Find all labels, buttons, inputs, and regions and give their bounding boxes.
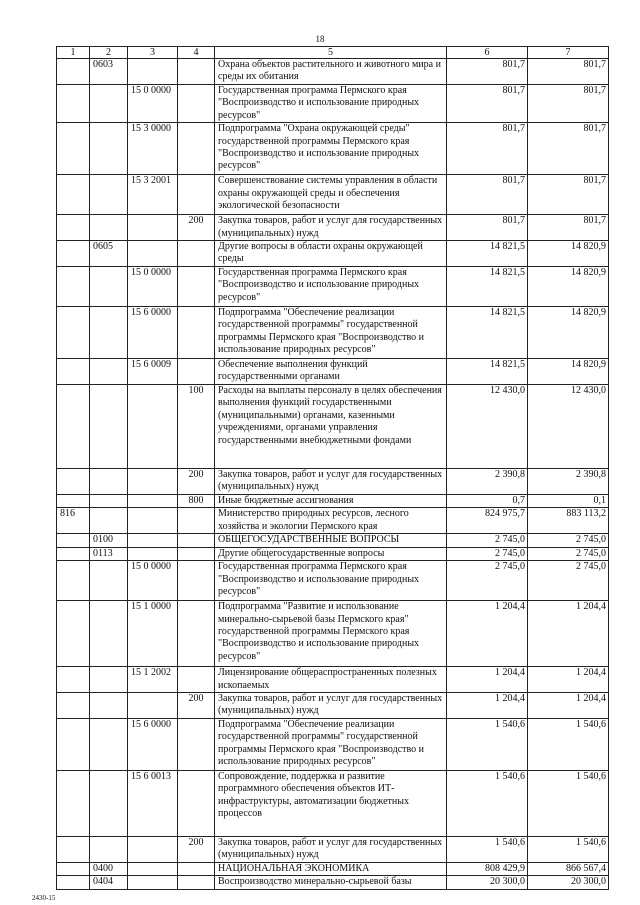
table-body [57, 59, 609, 890]
cell-name: Закупка товаров, работ и услуг для государственных (муниципальных) нужд [215, 693, 447, 719]
cell-code-target [128, 547, 178, 560]
cell-code-section [90, 667, 128, 693]
cell-code-target: 15 6 0000 [128, 719, 178, 771]
table-row [57, 469, 609, 495]
cell-code-target [128, 693, 178, 719]
cell-code-target: 15 0 0000 [128, 561, 178, 601]
cell-name: Сопровождение, поддержка и развитие программного обеспечения объектов ИТ-инфраструктуры, автоматизации бюджетных процессов [215, 771, 447, 837]
cell-code-section [90, 837, 128, 863]
cell-code-target [128, 508, 178, 534]
cell-code-admin [57, 876, 90, 889]
cell-code-section [90, 215, 128, 241]
table-row [57, 863, 609, 876]
table-row [57, 719, 609, 771]
table-row [57, 667, 609, 693]
cell-value-6: 2 390,8 [447, 469, 528, 495]
cell-value-6: 0,7 [447, 495, 528, 508]
cell-value-6: 1 540,6 [447, 719, 528, 771]
cell-code-type [178, 667, 215, 693]
cell-value-6: 801,7 [447, 215, 528, 241]
cell-code-type [178, 601, 215, 667]
cell-value-7: 1 540,6 [528, 771, 609, 837]
cell-value-7: 1 204,4 [528, 667, 609, 693]
cell-code-type [178, 85, 215, 123]
cell-code-section: 0603 [90, 59, 128, 85]
table-row [57, 876, 609, 889]
cell-code-type [178, 359, 215, 385]
cell-code-type [178, 876, 215, 889]
cell-value-7: 14 820,9 [528, 267, 609, 307]
cell-value-6: 20 300,0 [447, 876, 528, 889]
cell-code-target [128, 876, 178, 889]
cell-value-7: 801,7 [528, 215, 609, 241]
cell-code-admin [57, 385, 90, 469]
cell-value-7: 20 300,0 [528, 876, 609, 889]
cell-code-type [178, 123, 215, 175]
cell-code-target [128, 59, 178, 85]
table-row [57, 547, 609, 560]
cell-name: Государственная программа Пермского края "Воспроизводство и использование природных ресурсов" [215, 561, 447, 601]
cell-code-type: 200 [178, 837, 215, 863]
cell-value-6: 801,7 [447, 85, 528, 123]
table-row [57, 693, 609, 719]
cell-name: Другие общегосударственные вопросы [215, 547, 447, 560]
cell-value-7: 1 204,4 [528, 693, 609, 719]
cell-code-target [128, 385, 178, 469]
cell-code-admin [57, 693, 90, 719]
table-row [57, 837, 609, 863]
cell-name: Закупка товаров, работ и услуг для государственных (муниципальных) нужд [215, 837, 447, 863]
header-col-7: 7 [528, 47, 609, 59]
cell-value-7: 1 540,6 [528, 837, 609, 863]
cell-code-admin [57, 469, 90, 495]
cell-code-target: 15 6 0000 [128, 307, 178, 359]
cell-code-target: 15 6 0009 [128, 359, 178, 385]
table-row [57, 85, 609, 123]
cell-value-7: 0,1 [528, 495, 609, 508]
cell-code-type [178, 59, 215, 85]
cell-name: Лицензирование общераспространенных полезных ископаемых [215, 667, 447, 693]
table-row [57, 215, 609, 241]
cell-code-admin: 816 [57, 508, 90, 534]
cell-value-7: 801,7 [528, 85, 609, 123]
cell-code-section [90, 771, 128, 837]
cell-code-admin [57, 307, 90, 359]
table-row [57, 534, 609, 547]
cell-value-6: 14 821,5 [447, 267, 528, 307]
cell-value-6: 801,7 [447, 59, 528, 85]
cell-code-admin [57, 175, 90, 215]
cell-code-admin [57, 123, 90, 175]
cell-code-section [90, 175, 128, 215]
table-row [57, 561, 609, 601]
cell-code-section [90, 85, 128, 123]
cell-code-target: 15 3 0000 [128, 123, 178, 175]
cell-value-6: 2 745,0 [447, 534, 528, 547]
table-row [57, 385, 609, 469]
cell-name: Государственная программа Пермского края "Воспроизводство и использование природных ресурсов" [215, 267, 447, 307]
cell-code-admin [57, 667, 90, 693]
cell-value-6: 12 430,0 [447, 385, 528, 469]
cell-name: Охрана объектов растительного и животного мира и среды их обитания [215, 59, 447, 85]
cell-code-admin [57, 215, 90, 241]
cell-name: Министерство природных ресурсов, лесного хозяйства и экологии Пермского края [215, 508, 447, 534]
cell-value-7: 2 745,0 [528, 561, 609, 601]
cell-code-section [90, 385, 128, 469]
cell-name: Расходы на выплаты персоналу в целях обеспечения выполнения функций государственными (муниципальными) органами, казенными учреждениями, органами управления государственными внебюджетными фондами [215, 385, 447, 469]
cell-code-type: 200 [178, 693, 215, 719]
cell-name: Закупка товаров, работ и услуг для государственных (муниципальных) нужд [215, 215, 447, 241]
cell-code-target: 15 1 0000 [128, 601, 178, 667]
cell-value-7: 866 567,4 [528, 863, 609, 876]
cell-value-7: 883 113,2 [528, 508, 609, 534]
cell-name: Совершенствование системы управления в области охраны окружающей среды и обеспечения экологической безопасности [215, 175, 447, 215]
cell-code-section [90, 693, 128, 719]
cell-code-admin [57, 837, 90, 863]
cell-value-6: 1 204,4 [447, 601, 528, 667]
cell-code-section: 0400 [90, 863, 128, 876]
cell-value-6: 1 540,6 [447, 771, 528, 837]
cell-code-type: 200 [178, 215, 215, 241]
cell-code-section [90, 601, 128, 667]
cell-code-admin [57, 719, 90, 771]
cell-name: Иные бюджетные ассигнования [215, 495, 447, 508]
cell-value-6: 14 821,5 [447, 359, 528, 385]
cell-code-type: 100 [178, 385, 215, 469]
table-row [57, 495, 609, 508]
cell-value-7: 14 820,9 [528, 241, 609, 267]
cell-name: Закупка товаров, работ и услуг для государственных (муниципальных) нужд [215, 469, 447, 495]
table-row [57, 267, 609, 307]
table-row [57, 601, 609, 667]
cell-code-section [90, 307, 128, 359]
cell-code-type: 200 [178, 469, 215, 495]
cell-code-target: 15 0 0000 [128, 85, 178, 123]
cell-code-section: 0100 [90, 534, 128, 547]
cell-value-7: 801,7 [528, 59, 609, 85]
cell-code-section [90, 267, 128, 307]
cell-code-admin [57, 534, 90, 547]
cell-value-7: 2 745,0 [528, 547, 609, 560]
cell-code-type [178, 534, 215, 547]
cell-code-target [128, 495, 178, 508]
cell-code-target [128, 215, 178, 241]
cell-code-type [178, 547, 215, 560]
cell-value-6: 2 745,0 [447, 561, 528, 601]
cell-code-type: 800 [178, 495, 215, 508]
cell-code-admin [57, 85, 90, 123]
header-col-3: 3 [128, 47, 178, 59]
table-row [57, 123, 609, 175]
cell-code-section [90, 719, 128, 771]
table-row [57, 241, 609, 267]
cell-name: Обеспечение выполнения функций государственными органами [215, 359, 447, 385]
cell-code-type [178, 175, 215, 215]
cell-value-7: 12 430,0 [528, 385, 609, 469]
cell-code-type [178, 508, 215, 534]
cell-name: Подпрограмма "Развитие и использование минерально-сырьевой базы Пермского края" государственной программы Пермского края "Воспроизводство и использование природных ресурсов" [215, 601, 447, 667]
cell-code-section [90, 495, 128, 508]
cell-code-target [128, 469, 178, 495]
cell-code-admin [57, 267, 90, 307]
cell-code-admin [57, 601, 90, 667]
cell-code-target: 15 0 0000 [128, 267, 178, 307]
cell-code-admin [57, 561, 90, 601]
cell-code-section: 0404 [90, 876, 128, 889]
cell-code-section [90, 469, 128, 495]
cell-code-section [90, 508, 128, 534]
cell-name: Подпрограмма "Охрана окружающей среды" государственной программы Пермского края "Воспроизводство и использование природных ресурсов" [215, 123, 447, 175]
budget-table [56, 46, 609, 890]
cell-value-6: 14 821,5 [447, 307, 528, 359]
cell-value-7: 801,7 [528, 175, 609, 215]
cell-value-6: 808 429,9 [447, 863, 528, 876]
cell-code-admin [57, 863, 90, 876]
header-col-1: 1 [57, 47, 90, 59]
cell-name: Подпрограмма "Обеспечение реализации государственной программы" государственной программы Пермского края "Воспроизводство и использование природных ресурсов" [215, 719, 447, 771]
cell-code-target [128, 534, 178, 547]
cell-code-section [90, 359, 128, 385]
cell-code-admin [57, 495, 90, 508]
cell-value-7: 1 540,6 [528, 719, 609, 771]
cell-code-admin [57, 771, 90, 837]
cell-name: Подпрограмма "Обеспечение реализации государственной программы" государственной программы Пермского края "Воспроизводство и использование природных ресурсов" [215, 307, 447, 359]
table-row [57, 771, 609, 837]
cell-code-type [178, 771, 215, 837]
cell-value-7: 801,7 [528, 123, 609, 175]
cell-code-target: 15 3 2001 [128, 175, 178, 215]
cell-value-7: 1 204,4 [528, 601, 609, 667]
cell-value-6: 801,7 [447, 123, 528, 175]
header-col-5: 5 [215, 47, 447, 59]
cell-value-6: 801,7 [447, 175, 528, 215]
table-row [57, 359, 609, 385]
cell-code-admin [57, 359, 90, 385]
table-row [57, 59, 609, 85]
cell-name: Другие вопросы в области охраны окружающей среды [215, 241, 447, 267]
cell-value-7: 2 390,8 [528, 469, 609, 495]
cell-name: НАЦИОНАЛЬНАЯ ЭКОНОМИКА [215, 863, 447, 876]
cell-value-6: 1 204,4 [447, 693, 528, 719]
header-col-4: 4 [178, 47, 215, 59]
cell-code-type [178, 561, 215, 601]
cell-value-6: 1 204,4 [447, 667, 528, 693]
cell-value-6: 2 745,0 [447, 547, 528, 560]
header-col-2: 2 [90, 47, 128, 59]
footer-code: 2430-15 [32, 894, 56, 902]
cell-code-section [90, 123, 128, 175]
table-row [57, 175, 609, 215]
cell-code-type [178, 307, 215, 359]
cell-name: ОБЩЕГОСУДАРСТВЕННЫЕ ВОПРОСЫ [215, 534, 447, 547]
cell-name: Государственная программа Пермского края "Воспроизводство и использование природных ресурсов" [215, 85, 447, 123]
cell-code-section [90, 561, 128, 601]
header-row [57, 47, 609, 59]
table-row [57, 307, 609, 359]
cell-code-type [178, 241, 215, 267]
cell-value-6: 1 540,6 [447, 837, 528, 863]
cell-code-admin [57, 547, 90, 560]
cell-code-type [178, 863, 215, 876]
cell-code-type [178, 719, 215, 771]
page-number: 18 [315, 34, 325, 44]
cell-code-section: 0113 [90, 547, 128, 560]
cell-value-6: 824 975,7 [447, 508, 528, 534]
header-col-6: 6 [447, 47, 528, 59]
cell-value-7: 2 745,0 [528, 534, 609, 547]
cell-code-target [128, 863, 178, 876]
cell-code-target [128, 241, 178, 267]
cell-code-type [178, 267, 215, 307]
cell-value-7: 14 820,9 [528, 307, 609, 359]
cell-code-admin [57, 59, 90, 85]
cell-code-section: 0605 [90, 241, 128, 267]
cell-code-admin [57, 241, 90, 267]
cell-name: Воспроизводство минерально-сырьевой базы [215, 876, 447, 889]
cell-code-target: 15 6 0013 [128, 771, 178, 837]
cell-value-7: 14 820,9 [528, 359, 609, 385]
cell-code-target [128, 837, 178, 863]
cell-code-target: 15 1 2002 [128, 667, 178, 693]
table-row [57, 508, 609, 534]
cell-value-6: 14 821,5 [447, 241, 528, 267]
